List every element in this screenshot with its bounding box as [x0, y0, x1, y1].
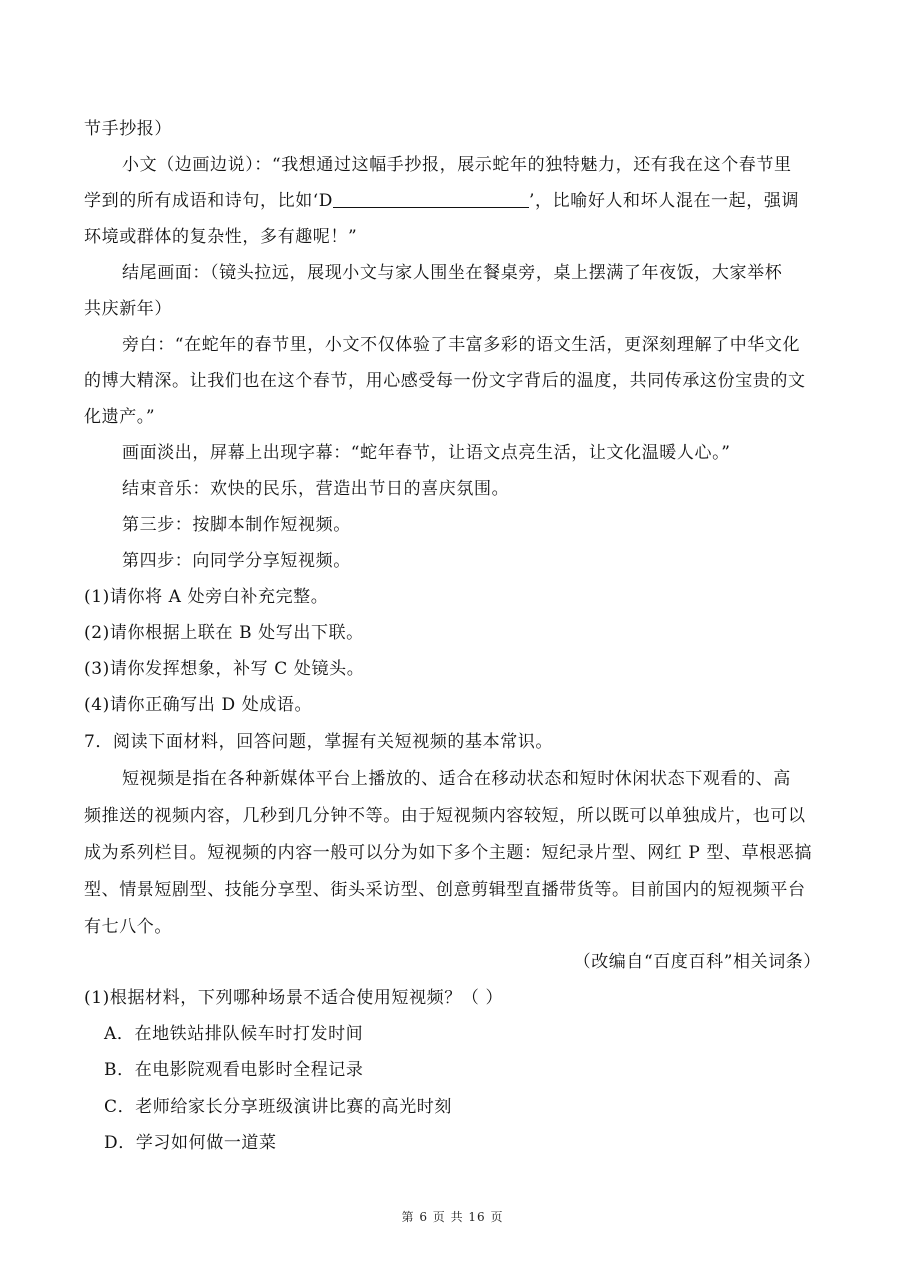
- question-heading: 7．阅读下面材料，回答问题，掌握有关短视频的基本常识。: [84, 732, 554, 752]
- text-line: 环境或群体的复杂性，多有趣呢！”: [84, 227, 358, 247]
- text-line: 成为系列栏目。短视频的内容一般可以分为如下多个主题：短纪录片型、网红 P 型、草根恶搞: [84, 843, 813, 863]
- text-line: 短视频是指在各种新媒体平台上播放的、适合在移动状态和短时休闲状态下观看的、高: [122, 769, 791, 789]
- choice-option-d: D．学习如何做一道菜: [104, 1133, 277, 1153]
- text-line: 第三步：按脚本制作短视频。: [122, 515, 351, 535]
- choice-option-c: C．老师给家长分享班级演讲比赛的高光时刻: [104, 1097, 453, 1117]
- text-line: 第四步：向同学分享短视频。: [122, 551, 351, 571]
- question-item: (1)根据材料，下列哪种场景不适合使用短视频？（ ）: [84, 988, 504, 1008]
- answer-blank: [333, 189, 529, 208]
- text-segment: ’，比喻好人和坏人混在一起，强调: [529, 191, 800, 211]
- question-item: (4)请你正确写出 D 处成语。: [84, 695, 313, 715]
- page-footer: 第 6 页 共 16 页: [401, 1210, 504, 1224]
- text-line: 结尾画面：（镜头拉远，展现小文与家人围坐在餐桌旁，桌上摆满了年夜饭，大家举杯: [122, 263, 783, 283]
- question-item: (3)请你发挥想象，补写 C 处镜头。: [84, 659, 365, 679]
- text-line: 小文（边画边说）：“我想通过这幅手抄报，展示蛇年的独特魅力，还有我在这个春节里: [122, 155, 792, 175]
- text-line-with-blank: [84, 188, 824, 214]
- question-item: (2)请你根据上联在 B 处写出下联。: [84, 623, 364, 643]
- text-line: 节手抄报）: [84, 119, 172, 139]
- choice-option-a: A．在地铁站排队候车时打发时间: [104, 1024, 364, 1044]
- text-segment: 学到的所有成语和诗句，比如‘D: [84, 191, 334, 211]
- text-line: 有七八个。: [84, 917, 172, 937]
- question-item: (1)请你将 A 处旁白补充完整。: [84, 587, 329, 607]
- text-line: 共庆新年）: [84, 299, 172, 319]
- text-line: 画面淡出，屏幕上出现字幕：“蛇年春节，让语文点亮生活，让文化温暖人心。”: [122, 443, 731, 463]
- text-line: 的博大精深。让我们也在这个春节，用心感受每一份文字背后的温度，共同传承这份宝贵的文: [84, 371, 806, 391]
- text-line: 频推送的视频内容，几秒到几分钟不等。由于短视频内容较短，所以既可以单独成片，也可以: [84, 806, 806, 826]
- text-line: 结束音乐：欢快的民乐，营造出节日的喜庆氛围。: [122, 479, 510, 499]
- text-line: 型、情景短剧型、技能分享型、街头采访型、创意剪辑型直播带货等。目前国内的短视频平台: [84, 880, 806, 900]
- choice-option-b: B．在电影院观看电影时全程记录: [104, 1060, 364, 1080]
- text-line: 化遗产。”: [84, 407, 156, 427]
- text-line: 旁白：“在蛇年的春节里，小文不仅体验了丰富多彩的语文生活，更深刻理解了中华文化: [122, 335, 801, 355]
- source-citation: （改编自“百度百科”相关词条）: [573, 952, 821, 972]
